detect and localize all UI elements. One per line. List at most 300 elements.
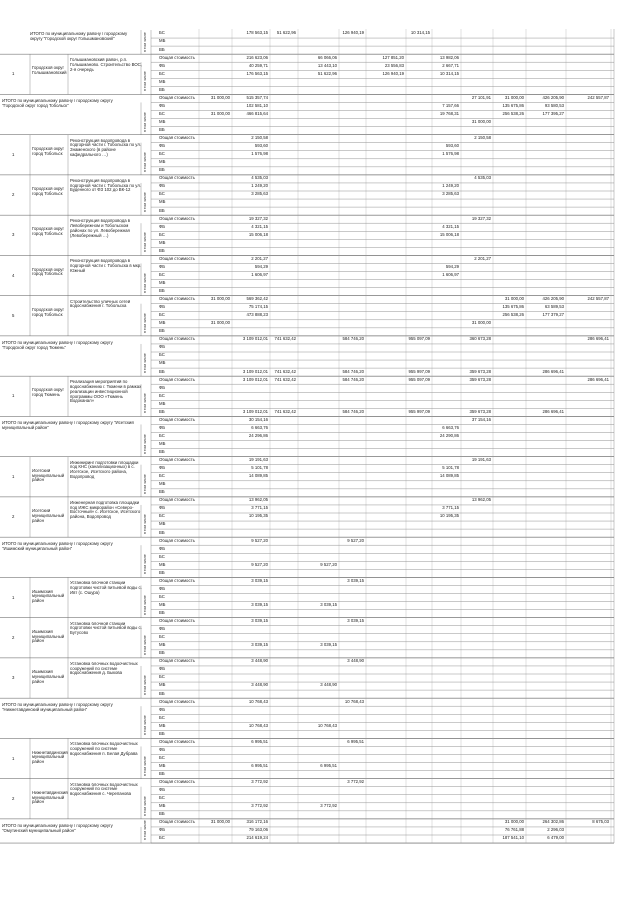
incl-label: в том числе [143,111,147,132]
value-cell: 584 746,20 [342,409,364,414]
fund-code: МБ [159,321,166,326]
total-label: Общая стоимость [159,216,195,221]
fund-code: БС [159,71,165,76]
value-cell: 4 535,03 [251,176,268,181]
incl-label: в том числе [143,71,147,92]
fund-code: ВБ [159,490,165,495]
value-cell: 286 696,41 [542,409,564,414]
value-cell: 31 000,00 [504,297,524,302]
object-name: Установка блочной станции подготовки чистой питьевой воды с. Ивт (с. Ошура) [70,581,142,595]
value-cell: 3 771,15 [251,506,268,511]
object-name: Инженерная подготовка площадки под ИЖС микрорайон «Северо-Восточный» с. Исетское, Исетского района, Водопровод [70,500,141,520]
value-cell: 93 580,53 [544,103,564,108]
value-cell: 426 205,90 [542,95,564,100]
fund-code: ФБ [159,184,166,189]
fund-code: ВБ [159,731,165,736]
fund-code: ВБ [159,289,165,293]
object-name: Реализация мероприятий по водоснабжению г. Тюмени в рамках реализации инвестиционной программы ООО «Тюмень Водоканал» [70,380,142,404]
value-cell: 1 606,97 [442,272,459,277]
value-cell: 3 039,15 [251,578,268,583]
value-cell: 593,60 [254,144,268,149]
incl-label: в том числе [143,635,147,655]
object-name: Реконструкция водопровода в подгорной части г. Тобольска по ул. Буденного от ФЗ 102 до ВК-12 [70,178,142,193]
municipality: Городской округ Голышмановский [32,66,67,76]
value-cell: 178 563,15 [246,31,268,36]
value-cell: 3 109 012,01 [242,377,268,382]
fund-code: ВБ [159,570,165,575]
value-cell: 31 000,00 [504,820,524,825]
value-cell: 31 000,00 [210,111,230,116]
value-cell: 10 768,43 [317,723,337,728]
row-number: 1 [12,394,15,399]
value-cell: 360 673,28 [469,337,491,342]
value-cell: 10 314,15 [439,71,459,76]
value-cell: 3 448,90 [251,659,268,664]
incl-label: в том числе [143,433,147,454]
value-cell: 126 940,19 [342,31,364,36]
value-cell: 3 448,90 [347,659,364,664]
value-cell: 264 302,86 [542,820,564,825]
fund-code: БС [159,594,165,599]
incl-label: в том числе [143,594,147,615]
fund-code: МБ [159,522,166,527]
value-cell: 466 815,64 [246,111,268,116]
fund-code: ФБ [159,667,166,672]
value-cell: 3 039,15 [251,619,268,624]
value-cell: 3 109 012,01 [242,369,268,374]
value-cell: 3 109 012,01 [242,337,268,342]
fund-code: МБ [159,79,166,84]
value-cell: 286 696,41 [587,377,609,382]
fund-code: МБ [159,39,166,44]
value-cell: 19 768,31 [439,111,459,116]
incl-label: в том числе [143,32,147,53]
value-cell: 176 563,15 [246,71,268,76]
value-cell: 3 039,15 [251,643,268,648]
value-cell: 31 000,00 [471,321,491,326]
total-label: Общая стоимость [159,256,195,261]
value-cell: 6 663,76 [442,425,459,430]
incl-label: в том числе [143,353,147,374]
value-cell: 359 673,28 [469,377,491,382]
value-cell: 593,60 [445,144,459,149]
value-cell: 286 696,41 [587,337,609,342]
fund-code: МБ [159,602,166,607]
incl-label: в том числе [143,796,147,816]
fund-code: ВБ [159,450,165,454]
value-cell: 9 527,20 [320,562,337,567]
value-cell: 30 154,16 [248,417,268,422]
municipality: Исетский муниципальный район [32,468,65,483]
value-cell: 316 172,16 [246,820,268,825]
value-cell: 2 150,58 [474,136,491,141]
municipality: Городской округ город Тобольск [32,307,65,317]
fund-code: БС [159,635,165,640]
fund-code: ФБ [159,627,166,632]
value-cell: 79 163,06 [248,828,268,833]
fund-code: ВБ [159,651,165,656]
value-cell: 6 995,51 [251,763,268,768]
value-cell: 741 632,42 [274,377,296,382]
value-cell: 13 962,05 [471,498,491,503]
incl-label: в том числе [143,675,147,696]
municipality: Городской округ город Тобольск [32,227,65,237]
fund-code: ВБ [159,208,165,213]
value-cell: 102 581,10 [246,103,268,108]
incl-label: в том числе [143,393,147,414]
municipality: Городской округ город Тобольск [32,187,65,196]
value-cell: 24 296,86 [248,433,268,438]
row-number: 1 [12,595,15,600]
fund-code: ВБ [159,128,165,132]
total-label: Общая стоимость [159,699,195,704]
row-number: 1 [12,756,15,761]
fund-code: ФБ [159,546,166,551]
incl-label: в том числе [143,272,147,293]
value-cell: 10 195,35 [248,514,268,519]
value-cell: 135 675,86 [502,305,524,310]
fund-code: ВБ [159,772,165,776]
fund-code: МБ [159,119,166,124]
fund-code: БС [159,836,165,841]
value-cell: 1 576,98 [442,152,459,157]
municipality: Городской округ город Тюмень [32,388,65,398]
object-name: Реконструкция водопровода в Левобережном и Тобольском районах по ул. Левобережная (Левобережный …) [70,219,131,238]
incl-label: в том числе [143,715,147,736]
value-cell: 7 157,66 [442,103,459,108]
fund-code: БС [159,514,165,519]
group-title: ИТОГО по муниципальному району / городскому округу "Нижнетавдинский муниципальный район" [2,702,113,712]
incl-label: в том числе [143,820,147,841]
value-cell: 3 448,90 [251,683,268,688]
value-cell: 126 940,19 [382,71,404,76]
total-label: Общая стоимость [159,95,195,100]
value-cell: 31 000,00 [471,119,491,124]
incl-label: в том числе [143,474,147,494]
value-cell: 10 768,43 [344,699,364,704]
fund-code: МБ [159,643,166,648]
fund-code: БС [159,796,165,801]
municipality: Ишимский муниципальный район [32,670,65,684]
total-label: Общая стоимость [159,659,195,664]
value-cell: 584 746,20 [342,337,364,342]
municipality: Нижнетавдинский муниципальный район [32,790,68,805]
fund-code: ФБ [159,466,166,471]
fund-code: ФБ [159,385,166,390]
fund-code: ВБ [159,329,165,334]
fund-code: БС [159,313,165,318]
value-cell: 3 772,92 [251,804,268,809]
fund-code: МБ [159,683,166,688]
value-cell: 15 006,18 [439,232,459,237]
value-cell: 955 997,09 [408,409,430,414]
fund-code: МБ [159,441,166,446]
municipality: Ишимский муниципальный район [32,589,65,604]
value-cell: 19 191,63 [248,458,268,463]
value-cell: 426 205,90 [542,297,564,302]
value-cell: 3 772,92 [251,780,268,785]
group-title: ИТОГО по муниципальному району / городскому округу "Омутинский муниципальный район" [2,823,113,833]
value-cell: 5 101,78 [251,466,268,471]
value-cell: 242 557,87 [587,297,609,302]
fund-code: БС [159,152,165,157]
row-number: 1 [12,474,15,479]
fund-code: ВБ [159,409,165,414]
fund-code: БС [159,675,165,680]
value-cell: 9 527,20 [251,538,268,543]
incl-label: в том числе [143,755,147,776]
row-number: 3 [12,233,15,238]
value-cell: 3 772,92 [320,804,337,809]
fund-code: ВБ [159,611,165,615]
fund-code: ФБ [159,747,166,752]
fund-code: БС [159,192,165,197]
value-cell: 24 290,86 [439,433,459,438]
fund-code: МБ [159,401,166,406]
value-cell: 741 632,42 [274,369,296,374]
value-cell: 955 997,09 [408,369,430,374]
value-cell: 3 772,92 [347,780,364,785]
value-cell: 3 771,15 [442,506,459,511]
value-cell: 13 982,06 [439,55,459,60]
incl-label: в том числе [143,152,147,172]
fund-code: ВБ [159,248,165,253]
group-title: ИТОГО по муниципальному району / городскому округу "Городской округ город Тюмень" [2,340,113,350]
value-cell: 2 296,03 [547,828,564,833]
fund-code: БС [159,31,165,36]
fund-code: МБ [159,804,166,809]
value-cell: 3 285,63 [251,192,268,197]
fund-code: ФБ [159,345,166,350]
total-label: Общая стоимость [159,337,195,342]
fund-code: БС [159,353,165,358]
value-cell: 177 395,27 [542,111,564,116]
municipality: Ишимский муниципальный район [32,629,65,644]
incl-label: в том числе [143,313,147,333]
value-cell: 2 201,27 [251,256,268,261]
fund-code: ФБ [159,264,166,269]
value-cell: 594,29 [254,264,268,269]
fund-code: МБ [159,763,166,768]
total-label: Общая стоимость [159,820,195,825]
fund-code: БС [159,755,165,760]
value-cell: 8 675,03 [592,820,609,825]
value-cell: 10 314,15 [410,31,430,36]
value-cell: 584 746,20 [342,369,364,374]
fund-code: МБ [159,280,166,285]
total-label: Общая стоимость [159,55,195,60]
total-label: Общая стоимость [159,136,195,141]
value-cell: 4 321,15 [442,224,459,229]
value-cell: 51 622,96 [317,71,337,76]
value-cell: 76 761,88 [504,828,524,833]
value-cell: 1 249,20 [442,184,459,189]
fund-code: ФБ [159,506,166,511]
value-cell: 19 327,32 [248,216,268,221]
fund-code: ФБ [159,305,166,310]
fund-code: БС [159,554,165,559]
value-cell: 10 195,35 [439,514,459,519]
fund-code: ФБ [159,707,166,712]
fund-code: МБ [159,361,166,366]
value-cell: 3 109 012,01 [242,409,268,414]
row-number: 2 [12,796,15,801]
value-cell: 10 768,43 [248,699,268,704]
total-label: Общая стоимость [159,458,195,463]
value-cell: 242 557,87 [587,95,609,100]
value-cell: 359 673,28 [469,409,491,414]
fund-code: БС [159,715,165,720]
total-label: Общая стоимость [159,739,195,744]
value-cell: 955 097,09 [408,377,430,382]
fund-code: ВБ [159,47,165,52]
value-cell: 3 039,15 [320,602,337,607]
value-cell: 256 538,26 [502,111,524,116]
value-cell: 15 006,18 [248,232,268,237]
value-cell: 31 000,00 [504,95,524,100]
incl-label: в том числе [143,192,147,213]
value-cell: 214 619,24 [246,836,268,841]
value-cell: 13 962,05 [248,498,268,503]
total-label: Общая стоимость [159,297,195,302]
row-number: 3 [12,676,15,681]
fund-code: МБ [159,723,166,728]
fund-code: ВБ [159,691,165,696]
fund-code: ВБ [159,812,165,817]
value-cell: 23 556,83 [384,63,404,68]
value-cell: 37 154,16 [471,417,491,422]
object-name: Инжиниринг подготовки площадки под КНС (канализационных) в с. Исетское, Исетского района, Водопровод [70,460,139,480]
fund-code: ФБ [159,103,166,108]
group-title: ИТОГО по муниципальному району / городскому округу "Городской округ Голышмановский" [30,32,128,41]
value-cell: 1 576,98 [251,152,268,157]
object-name: Установка блочной станции подготовки чистой питьевой воды с. Бутусово [70,621,142,636]
value-cell: 19 327,32 [471,216,491,221]
object-name: Установка блочных водоочистных сооружений по системе водоснабжения д. Быкова [70,661,138,676]
fund-code: МБ [159,200,166,205]
municipality: Исетский муниципальный район [32,509,65,523]
fund-code: ВБ [159,369,165,374]
value-cell: 3 039,15 [320,643,337,648]
incl-label: в том числе [143,232,147,253]
value-cell: 31 000,00 [210,321,230,326]
value-cell: 2 201,27 [474,256,491,261]
value-cell: 6 995,51 [347,739,364,744]
fund-code: БС [159,433,165,438]
fund-code: МБ [159,240,166,245]
value-cell: 6 995,51 [320,763,337,768]
value-cell: 2 150,58 [251,136,268,141]
fund-code: ФБ [159,224,166,229]
value-cell: 1 249,20 [251,184,268,189]
municipality: Городской округ город Тобольск [32,146,65,156]
fund-code: ВБ [159,530,165,535]
municipality: Городской округ город Тобольск [32,267,65,277]
value-cell: 6 995,51 [251,739,268,744]
group-title: ИТОГО по муниципальному району / городскому округу "Ишимский муниципальный район" [2,541,113,551]
value-cell: 286 696,41 [542,369,564,374]
value-cell: 594,29 [445,264,459,269]
value-cell: 473 888,23 [246,313,268,318]
row-number: 1 [12,72,15,77]
value-cell: 177 379,27 [542,313,564,318]
group-title: ИТОГО по муниципальному району / городскому округу "Исетский муниципальный район" [2,421,134,431]
value-cell: 3 039,15 [347,578,364,583]
fund-code: МБ [159,562,166,567]
value-cell: 31 000,00 [210,820,230,825]
value-cell: 19 191,63 [471,458,491,463]
object-name: Голышмановский район, р.п. Голышманово. Строительство ВОС, 2-я очередь [70,58,142,72]
total-label: Общая стоимость [159,377,195,382]
value-cell: 6 663,76 [251,425,268,430]
fund-code: МБ [159,160,166,165]
object-name: Строительство уличных сетей водоснабжения г. Тобольска [70,299,131,309]
group-title: ИТОГО по муниципальному району / городскому округу "Городской округ город Тобольск" [2,99,113,109]
fund-code: ВБ [159,168,165,173]
value-cell: 31 000,00 [210,95,230,100]
total-label: Общая стоимость [159,176,195,181]
row-number: 2 [12,635,15,640]
value-cell: 135 675,86 [502,103,524,108]
value-cell: 359 673,28 [469,369,491,374]
value-cell: 741 632,42 [274,337,296,342]
value-cell: 5 101,78 [442,466,459,471]
value-cell: 1 606,97 [251,272,268,277]
value-cell: 51 622,96 [276,31,296,36]
value-cell: 127 851,20 [382,55,404,60]
fund-code: ФБ [159,788,166,793]
fund-code: БС [159,232,165,237]
fund-code: ФБ [159,144,166,149]
value-cell: 75 174,15 [248,305,268,310]
value-cell: 14 089,85 [248,474,268,479]
value-cell: 63 589,53 [544,305,564,310]
row-number: 2 [12,515,15,520]
total-label: Общая стоимость [159,578,195,583]
object-name: Установка блочных водоочистных сооружений по системе водоснабжения п. Белая Дубрава [70,742,138,756]
fund-code: БС [159,272,165,277]
object-name: Реконструкция водопровода в подгорной части г. Тобольска по ул. Знаменского (в районе кафедрального …) [70,138,142,158]
object-name: Реконструкция водопровода в подгорной части г. Тобольска в мкр. Южный [70,259,142,273]
value-cell: 187 541,10 [502,836,524,841]
value-cell: 9 527,20 [347,538,364,543]
value-cell: 9 527,20 [251,562,268,567]
object-name: Установка блочных водоочистных сооружений по системе водоснабжения с. Черепанова [70,782,138,797]
row-number: 1 [12,152,15,157]
value-cell: 256 538,26 [502,313,524,318]
municipality: Нижнетавдинский муниципальный район [32,750,68,765]
value-cell: 66 066,06 [317,55,337,60]
value-cell: 584 746,20 [342,377,364,382]
fund-code: МБ [159,482,166,487]
total-label: Общая стоимость [159,780,195,785]
value-cell: 40 259,71 [248,63,268,68]
value-cell: 569 362,42 [246,297,268,302]
fund-code: ФБ [159,63,166,68]
value-cell: 3 285,63 [442,192,459,197]
value-cell: 741 632,42 [274,409,296,414]
value-cell: 31 000,00 [210,297,230,302]
value-cell: 955 097,09 [408,337,430,342]
row-number: 2 [12,193,15,198]
incl-label: в том числе [143,514,147,535]
value-cell: 10 768,43 [248,723,268,728]
value-cell: 3 039,15 [251,602,268,607]
value-cell: 6 479,00 [547,836,564,841]
value-cell: 216 623,06 [246,55,268,60]
value-cell: 14 089,85 [439,474,459,479]
fund-code: ФБ [159,828,166,833]
